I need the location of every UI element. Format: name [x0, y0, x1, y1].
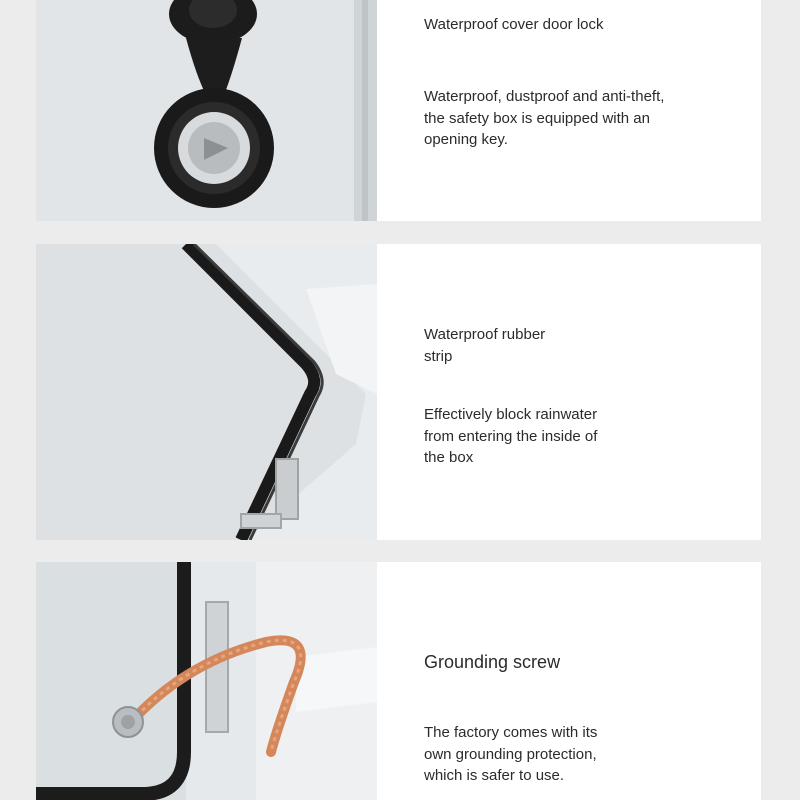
- section-description: [424, 722, 704, 787]
- feature-card-rubber-strip: [36, 244, 761, 540]
- section-description: [424, 86, 704, 151]
- door-lock-text: [377, 0, 761, 221]
- feature-card-grounding-screw: [36, 562, 761, 800]
- rubber-strip-photo: [36, 244, 377, 540]
- description-line: Effectively block rainwater: [424, 406, 598, 423]
- section-title: Grounding screw: [424, 652, 561, 672]
- description-line: from entering the inside of: [424, 427, 598, 445]
- rubber-strip-text: [377, 244, 761, 540]
- description-line: The factory comes with its: [424, 724, 598, 741]
- section-title: [424, 324, 704, 367]
- rubber-strip-illustration: [36, 244, 377, 540]
- feature-card-door-lock: [36, 0, 761, 221]
- description-line: opening key.: [424, 131, 508, 148]
- door-lock-illustration: [36, 0, 377, 221]
- grounding-screw-photo: [36, 562, 377, 800]
- description-line: which is safer to use.: [424, 767, 565, 784]
- title-line: Waterproof rubber: [424, 326, 546, 343]
- section-description: [424, 404, 704, 469]
- description-line: Waterproof, dustproof and anti-theft,: [424, 88, 665, 105]
- description-line: the safety box is equipped with an: [424, 109, 650, 127]
- title-line: strip: [424, 347, 453, 365]
- description-line: own grounding protection,: [424, 745, 597, 763]
- grounding-screw-illustration: [36, 562, 377, 800]
- description-line: the box: [424, 449, 474, 466]
- section-title: Waterproof cover door lock: [424, 16, 604, 33]
- door-lock-photo: [36, 0, 377, 221]
- grounding-screw-text: [377, 562, 761, 800]
